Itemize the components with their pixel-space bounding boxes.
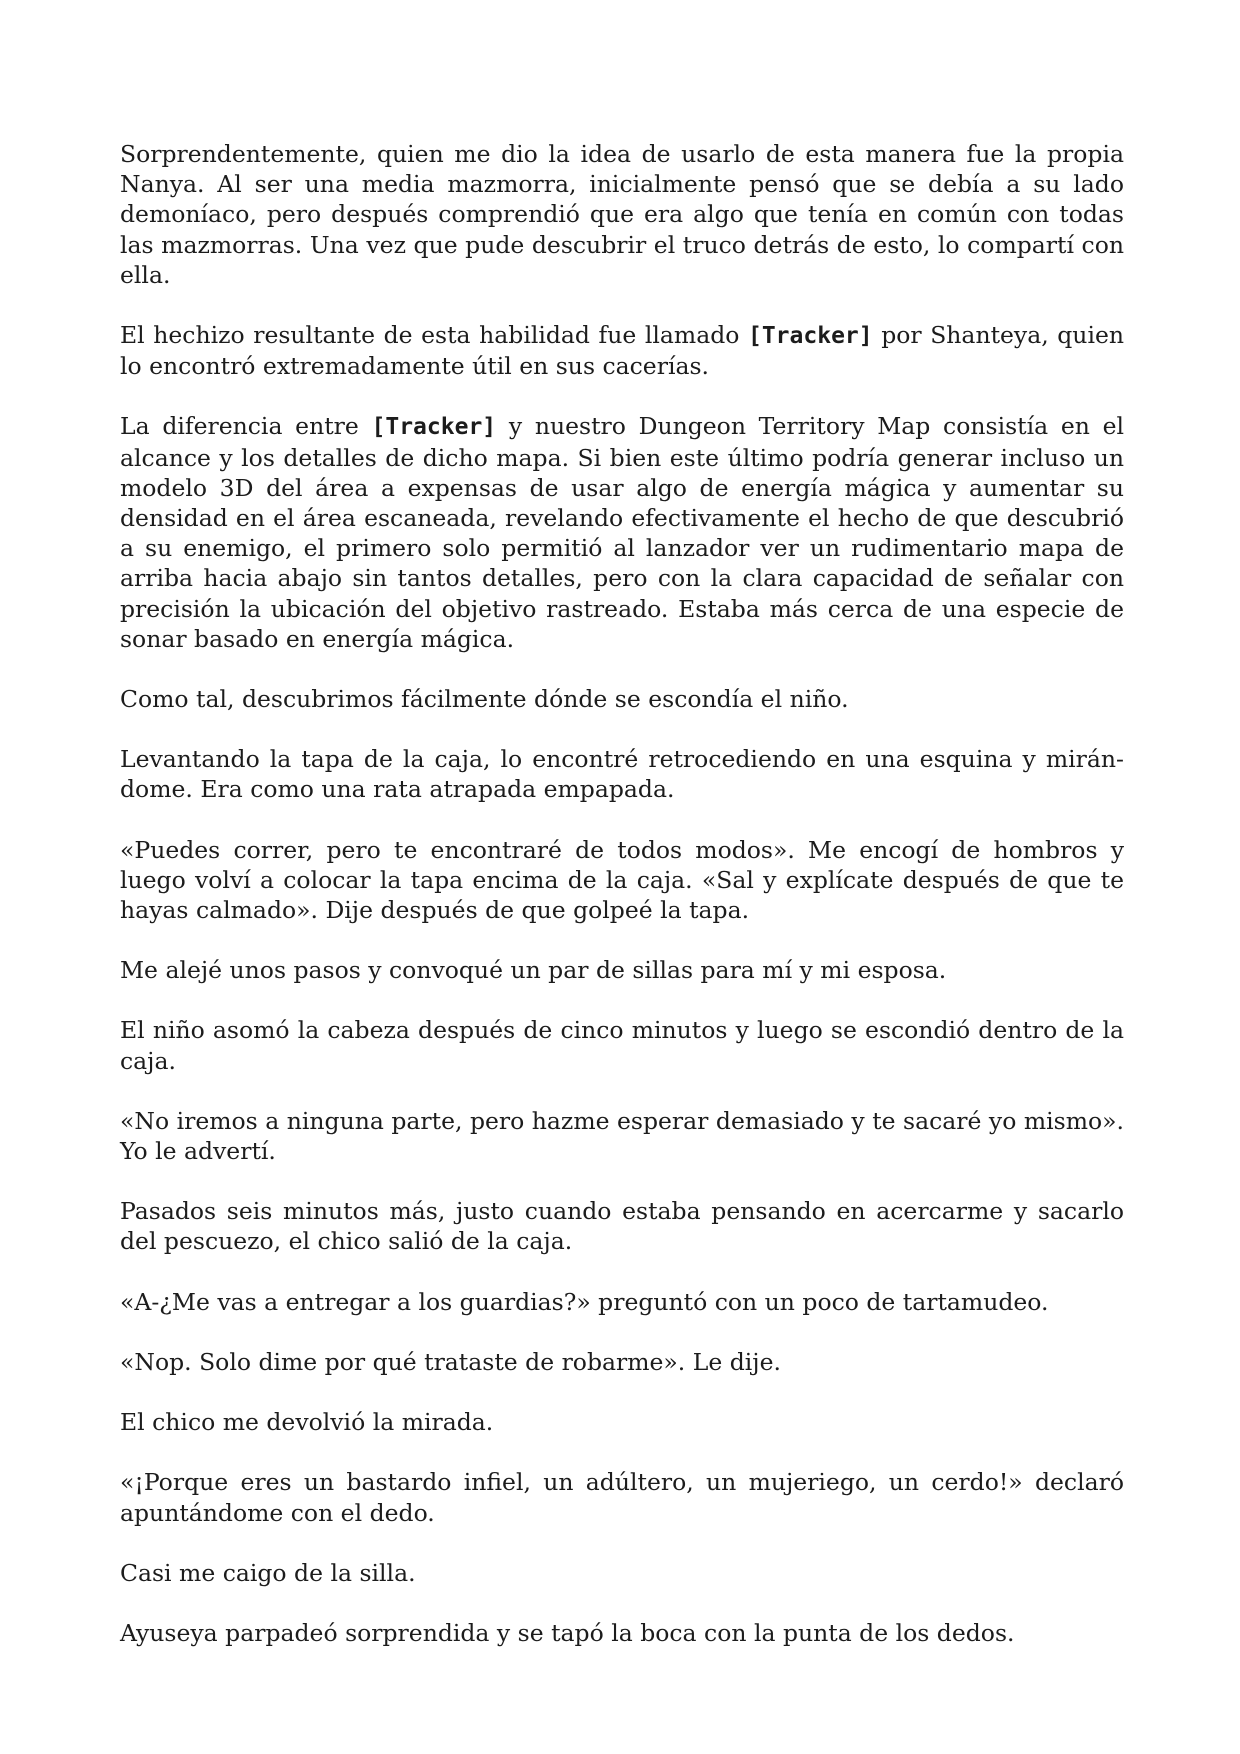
paragraph-text: por Shanteya, quien lo encontró extremadamente útil en sus cacerías.: [120, 321, 1125, 381]
paragraph-text: Me alejé unos pasos y convoqué un par de sillas para mí y mi esposa.: [120, 956, 947, 985]
paragraph: [120, 955, 1124, 985]
paragraph: [120, 411, 1124, 654]
paragraph-text: El niño asomó la cabeza después de cinco minutos y luego se escondió dentro de la caja.: [120, 1016, 1124, 1075]
spell-name: [Tracker]: [371, 414, 497, 441]
paragraph-text: El hechizo resultante de esta habilidad fue llamado: [120, 321, 748, 350]
paragraph: [120, 684, 1124, 714]
paragraph-text: Como tal, descubrimos fácilmente dónde se escondía el niño.: [120, 685, 849, 714]
paragraph-text: «¡Porque eres un bastardo infiel, un adúltero, un mujeriego, un cerdo!» declaró apuntándome con el dedo.: [120, 1468, 1124, 1527]
paragraph: [120, 1287, 1124, 1317]
paragraph: [120, 1196, 1124, 1256]
paragraph-text: El chico me devolvió la mirada.: [120, 1408, 494, 1437]
paragraph-text: Sorprendentemente, quien me dio la idea de usarlo de esta manera fue la propia Nanya. Al ser una media mazmorra, inicialmente pensó que se debía a su lado demoníaco, pero después comprendió que era algo que tenía en común con todas las mazmorras. Una vez que pude descubrir el truco detrás de esto, lo compartí con ella.: [120, 140, 1124, 289]
paragraph: [120, 744, 1124, 804]
paragraph-text: Levantando la tapa de la caja, lo encontré retrocediendo en una esquina y mirándome. Era como una rata atrapada empapada.: [120, 745, 1124, 804]
paragraph: [120, 835, 1124, 926]
paragraph: [120, 1347, 1124, 1377]
paragraph: [120, 1106, 1124, 1166]
paragraph-text: La diferencia entre: [120, 412, 372, 441]
paragraph-text: Casi me caigo de la silla.: [120, 1558, 416, 1587]
paragraph: [120, 139, 1124, 290]
paragraph-text: «Nop. Solo dime por qué trataste de robarme». Le dije.: [120, 1347, 781, 1376]
paragraph-text: Pasados seis minutos más, justo cuando estaba pensando en acercarme y sacarlo del pescuezo, el chico salió de la caja.: [120, 1197, 1124, 1256]
document-body: [120, 139, 1124, 1648]
spell-name: [Tracker]: [747, 323, 873, 350]
paragraph: [120, 1467, 1124, 1527]
paragraph-text: «Puedes correr, pero te encontraré de todos modos». Me encogí de hombros y luego volví a colocar la tapa encima de la caja. «Sal y explícate después de que te hayas calmado». Dije después de que golpeé la tapa.: [120, 835, 1124, 925]
paragraph: [120, 1015, 1124, 1075]
paragraph: [120, 320, 1124, 381]
paragraph-text: «No iremos a ninguna parte, pero hazme esperar demasiado y te sacaré yo mismo». Yo le advertí.: [120, 1106, 1124, 1166]
paragraph-text: y nuestro Dungeon Territory Map consistía en el alcance y los detalles de dicho mapa. Si bien este último podría generar incluso un modelo 3D del área a expensas de usar algo de energía mágica y aumentar su densidad en el área escaneada, revelando efectivamente el hecho de que descubrió a su enemigo, el primero solo permitió al lanzador ver un rudimentario mapa de arriba hacia abajo sin tantos detalles, pero con la clara capacidad de señalar con precisión la ubicación del objetivo rastreado. Estaba más cerca de una especie de sonar basado en energía mágica.: [120, 412, 1125, 653]
paragraph-text: «A-¿Me vas a entregar a los guardias?» preguntó con un poco de tartamudeo.: [120, 1287, 1049, 1316]
paragraph: [120, 1558, 1124, 1588]
paragraph-text: Ayuseya parpadeó sorprendida y se tapó la boca con la punta de los dedos.: [120, 1618, 1015, 1647]
paragraph: [120, 1618, 1124, 1648]
paragraph: [120, 1407, 1124, 1437]
